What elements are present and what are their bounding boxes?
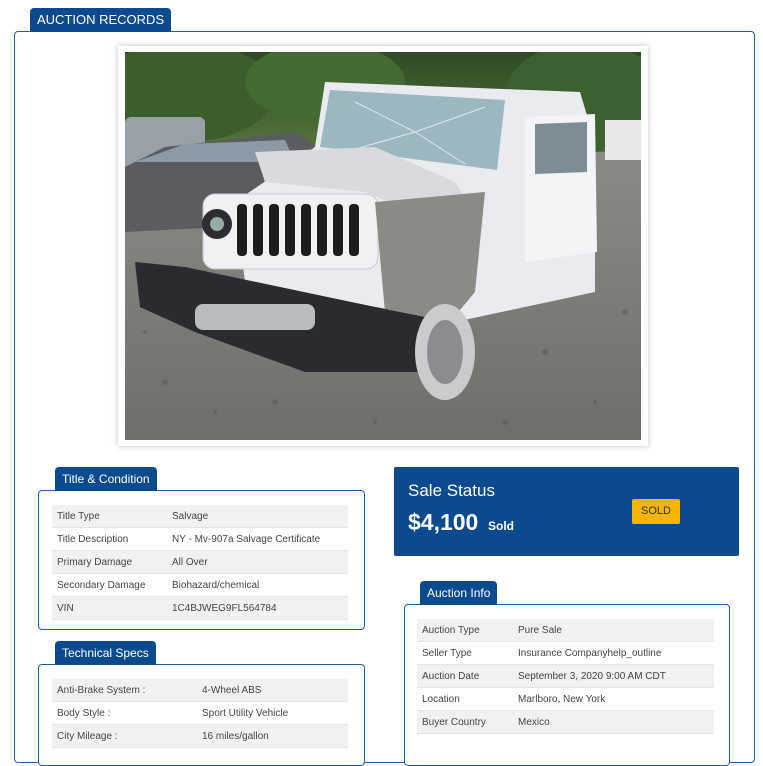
sale-price-suffix: Sold xyxy=(488,519,514,533)
table-row xyxy=(52,679,348,702)
table-row xyxy=(417,711,714,734)
table-row xyxy=(52,528,348,551)
row-label: Title Description xyxy=(57,533,129,545)
row-value: 1C4BJWEG9FL564784 xyxy=(167,597,348,620)
vehicle-photo[interactable] xyxy=(125,52,641,440)
table-row xyxy=(417,642,714,665)
title-condition-table xyxy=(52,505,348,620)
auction-info-table xyxy=(417,619,714,734)
auction-records-tab: AUCTION RECORDS xyxy=(30,8,171,32)
row-label: City Mileage : xyxy=(52,725,197,748)
sold-badge: SOLD xyxy=(632,499,680,524)
row-value: Pure Sale xyxy=(513,619,714,642)
row-value: Sport Utility Vehicle xyxy=(202,707,289,719)
vehicle-photo-frame xyxy=(118,46,648,446)
row-label: Seller Type xyxy=(422,647,472,659)
row-value: All Over xyxy=(167,551,348,574)
row-label: Location xyxy=(422,693,460,705)
table-row xyxy=(417,665,714,688)
technical-specs-table xyxy=(52,679,348,748)
row-value: 4-Wheel ABS xyxy=(197,679,348,702)
row-value: Biohazard/chemical xyxy=(172,579,260,591)
table-row xyxy=(52,725,348,748)
table-row xyxy=(52,597,348,620)
technical-specs-tab: Technical Specs xyxy=(55,641,156,665)
row-value: Marlboro, New York xyxy=(518,693,606,705)
row-label: Auction Type xyxy=(417,619,513,642)
row-label: Anti-Brake System : xyxy=(52,679,197,702)
row-value: Salvage xyxy=(167,505,348,528)
sale-status-title: Sale Status xyxy=(408,481,495,500)
row-label: Body Style : xyxy=(57,707,111,719)
row-value: Mexico xyxy=(513,711,714,734)
table-row xyxy=(52,551,348,574)
row-value: September 3, 2020 9:00 AM CDT xyxy=(513,665,714,688)
table-row xyxy=(52,505,348,528)
sale-status-panel xyxy=(394,467,739,556)
row-label: Primary Damage xyxy=(52,551,167,574)
row-value: NY - Mv-907a Salvage Certificate xyxy=(172,533,321,545)
auction-info-tab: Auction Info xyxy=(420,581,497,605)
title-condition-tab: Title & Condition xyxy=(55,467,157,491)
table-row xyxy=(52,574,348,597)
row-label: Title Type xyxy=(52,505,167,528)
row-label: Buyer Country xyxy=(417,711,513,734)
table-row xyxy=(52,702,348,725)
row-label: Secondary Damage xyxy=(57,579,146,591)
row-value: Insurance Companyhelp_outline xyxy=(518,647,662,659)
table-row xyxy=(417,619,714,642)
row-label: VIN xyxy=(52,597,167,620)
row-value: 16 miles/gallon xyxy=(197,725,348,748)
row-label: Auction Date xyxy=(417,665,513,688)
sale-price: $4,100 xyxy=(408,509,479,535)
table-row xyxy=(417,688,714,711)
